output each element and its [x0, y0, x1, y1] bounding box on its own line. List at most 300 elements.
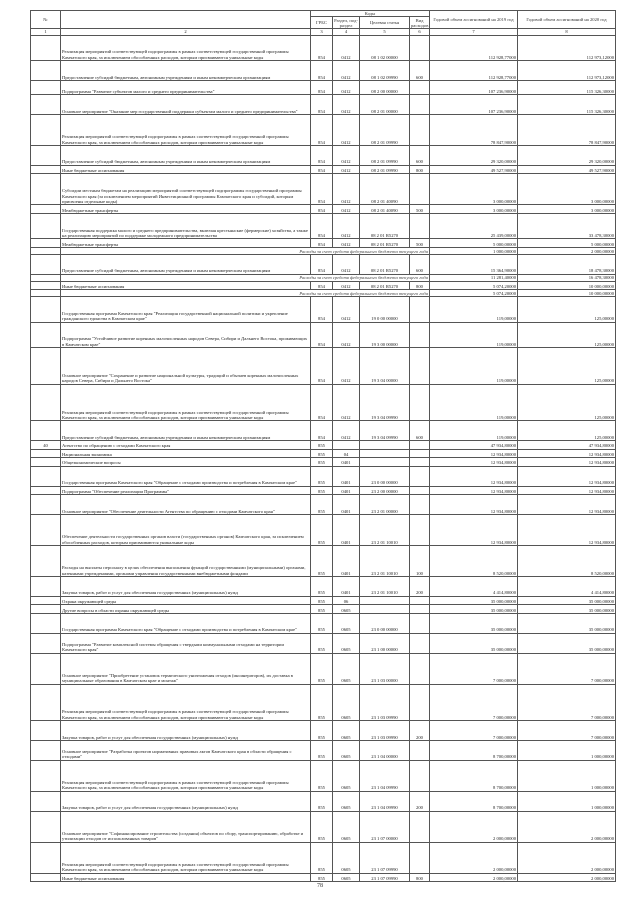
note-text: Расходы за счет средств федерального бюджета текущего года: [61, 274, 430, 281]
grbs-code: 854: [311, 213, 333, 238]
row-name: Реализация мероприятий соответствующей подпрограммы в рамках соответствующей государственной программы Камчатского края, за исключением обособленных расходов, которым присваиваются уникальные коды: [61, 114, 311, 145]
vid-code: 800: [410, 873, 430, 882]
grbs-code: 854: [311, 384, 333, 421]
grbs-code: 855: [311, 596, 333, 605]
vid-code: [410, 633, 430, 653]
header-index-cell: 5: [360, 29, 410, 35]
table-row: [31, 721, 616, 741]
grbs-code: 855: [311, 495, 333, 515]
vid-code: [410, 466, 430, 486]
amount-2020: 115 326,30000: [518, 81, 616, 95]
target-code: 08 2 01 R5270: [360, 254, 410, 274]
target-code: 19 3 04 00000: [360, 348, 410, 385]
amount-2019: 119,00000: [430, 384, 518, 421]
amount-2019: 8 700,00000: [430, 741, 518, 761]
row-number: [31, 322, 61, 347]
amount-2020: 3 000,00000: [518, 205, 616, 214]
table-row: [31, 322, 616, 347]
grbs-code: 854: [311, 95, 333, 115]
row-number: [31, 760, 61, 791]
header-index-cell: 1: [31, 29, 61, 35]
row-name: Реализация мероприятий соответствующей подпрограммы в рамках соответствующей государственной программы Камчатского края, за исключением обособленных расходов, которым присваиваются уникальные коды: [61, 35, 311, 60]
row-name: Государственная программа Камчатского края "Обращение с отходами производства и потребления в Камчатском крае": [61, 466, 311, 486]
amount-2019: 25 439,00000: [430, 213, 518, 238]
vid-code: [410, 348, 430, 385]
grbs-code: 855: [311, 486, 333, 495]
vid-code: 500: [410, 239, 430, 248]
grbs-code: 854: [311, 165, 333, 174]
target-code: 23 2 01 10010: [360, 515, 410, 546]
amount-2020: 35 000,00000: [518, 633, 616, 653]
razdel-code: 0605: [333, 605, 360, 614]
amount-2020: 18 478,30000: [518, 254, 616, 274]
grbs-code: 855: [311, 449, 333, 458]
row-number: [31, 348, 61, 385]
grbs-code: 855: [311, 605, 333, 614]
table-row: [31, 297, 616, 322]
amount-2020: 12 934,80000: [518, 515, 616, 546]
amount-2019: 7 000,00000: [430, 684, 518, 721]
header-target: Целевая статья: [360, 17, 410, 29]
target-code: [360, 449, 410, 458]
amount-2019: 12 934,80000: [430, 486, 518, 495]
amount-2019: 35 000,00000: [430, 605, 518, 614]
row-name: Государственная программа Камчатского края "Реализация государственной национальной политики и укрепление гражданского единства в Камчатском крае": [61, 297, 311, 322]
vid-code: [410, 95, 430, 115]
table-row: [31, 348, 616, 385]
amount-2019: 5 074,20000: [430, 281, 518, 290]
row-number: [31, 466, 61, 486]
row-name: Агентство по обращению с отходами Камчатского края: [61, 441, 311, 450]
target-code: 19 3 00 00000: [360, 322, 410, 347]
razdel-code: 0412: [333, 281, 360, 290]
amount-2019: 119,00000: [430, 421, 518, 441]
amount-2019: 119,00000: [430, 322, 518, 347]
vid-code: [410, 114, 430, 145]
target-code: 23 2 01 00000: [360, 495, 410, 515]
amount-2020: 2 000,00000: [518, 811, 616, 842]
razdel-code: 0412: [333, 384, 360, 421]
grbs-code: 854: [311, 281, 333, 290]
amount-2019: 119,00000: [430, 297, 518, 322]
vid-code: [410, 458, 430, 467]
vid-code: [410, 596, 430, 605]
table-row: [31, 873, 616, 882]
amount-2020: 125,00000: [518, 421, 616, 441]
table-row: [31, 486, 616, 495]
row-name: Реализация мероприятий соответствующей подпрограммы в рамках соответствующей государственной программы Камчатского края, за исключением обособленных расходов, которым присваиваются уникальные коды: [61, 684, 311, 721]
grbs-code: 855: [311, 441, 333, 450]
table-row: [31, 145, 616, 165]
budget-table: [30, 10, 616, 882]
row-name: Общеэкономические вопросы: [61, 458, 311, 467]
vid-code: [410, 653, 430, 684]
target-code: 23 1 04 09990: [360, 760, 410, 791]
amount-2019: 5 000,00000: [430, 239, 518, 248]
table-row: [31, 741, 616, 761]
amount-2019: 112 928,77000: [430, 61, 518, 81]
target-code: 19 3 04 09990: [360, 384, 410, 421]
row-number: [31, 145, 61, 165]
razdel-code: 0401: [333, 466, 360, 486]
vid-code: [410, 213, 430, 238]
vid-code: [410, 741, 430, 761]
vid-code: [410, 322, 430, 347]
federal-note-row: [31, 247, 616, 254]
target-code: 23 1 00 00000: [360, 633, 410, 653]
amount-2020: 7 000,00000: [518, 653, 616, 684]
amount-2020: 1 000,00000: [518, 741, 616, 761]
row-name: Иные бюджетные ассигнования: [61, 165, 311, 174]
amount-2019: 78 847,90000: [430, 114, 518, 145]
razdel-code: 0412: [333, 165, 360, 174]
target-code: 08 2 01 09990: [360, 145, 410, 165]
vid-code: 600: [410, 254, 430, 274]
amount-2019: 2 000,00000: [430, 811, 518, 842]
grbs-code: 854: [311, 297, 333, 322]
grbs-code: 855: [311, 791, 333, 811]
razdel-code: 0605: [333, 684, 360, 721]
row-number: [31, 721, 61, 741]
amount-2019: 7 000,00000: [430, 653, 518, 684]
amount-2019: 8 700,00000: [430, 791, 518, 811]
vid-code: 600: [410, 145, 430, 165]
table-row: [31, 495, 616, 515]
target-code: 23 1 03 09990: [360, 684, 410, 721]
target-code: 23 2 01 10010: [360, 546, 410, 577]
row-number: [31, 165, 61, 174]
razdel-code: 0412: [333, 205, 360, 214]
grbs-code: 855: [311, 811, 333, 842]
target-code: 23 1 03 00000: [360, 653, 410, 684]
target-code: 23 1 04 00000: [360, 741, 410, 761]
row-name: Подпрограмма "Развитие субъектов малого и среднего предпринимательства": [61, 81, 311, 95]
table-row: [31, 653, 616, 684]
row-number: [31, 842, 61, 873]
row-number: [31, 653, 61, 684]
razdel-code: 0412: [333, 95, 360, 115]
razdel-code: 0412: [333, 213, 360, 238]
target-code: 08 2 01 40090: [360, 205, 410, 214]
empty-cell: [31, 247, 61, 254]
amount-2020: 2 000,00000: [518, 873, 616, 882]
amount-2019: 1 000,00000: [430, 247, 518, 254]
row-number: [31, 791, 61, 811]
amount-2020: 47 934,80000: [518, 441, 616, 450]
row-name: Государственная программа Камчатского края "Обращение с отходами производства и потребления в Камчатском крае": [61, 614, 311, 634]
vid-code: [410, 441, 430, 450]
amount-2020: 112 973,12000: [518, 61, 616, 81]
grbs-code: 854: [311, 35, 333, 60]
vid-code: [410, 35, 430, 60]
vid-code: [410, 297, 430, 322]
row-name: Основное мероприятие "Сохранение и развитие национальной культуры, традиций и обычаев коренных малочисленных народов Севера, Сибири и Дальнего Востока": [61, 348, 311, 385]
header-index-cell: 3: [311, 29, 333, 35]
row-name: Субсидии местным бюджетам на реализацию мероприятий соответствующей подпрограммы государственной программы Камчатского края (за исключением мероприятий Инвестиционной программы Камчатского края и субсидий, которым присвоены отдельные коды): [61, 174, 311, 205]
amount-2020: 115 326,30000: [518, 95, 616, 115]
target-code: 23 1 04 09990: [360, 791, 410, 811]
header-index-cell: 8: [518, 29, 616, 35]
razdel-code: 0605: [333, 741, 360, 761]
row-name: Предоставление субсидий бюджетным, автономным учреждениям и иным некоммерческим организациям: [61, 254, 311, 274]
target-code: 08 2 01 09990: [360, 114, 410, 145]
amount-2020: 12 934,80000: [518, 486, 616, 495]
amount-2019: 2 000,00000: [430, 873, 518, 882]
amount-2019: 12 934,80000: [430, 466, 518, 486]
row-name: Закупка товаров, работ и услуг для обеспечения государственных (муниципальных) нужд: [61, 721, 311, 741]
row-number: [31, 811, 61, 842]
table-row: [31, 61, 616, 81]
amount-2020: 33 478,30000: [518, 213, 616, 238]
amount-2019: 7 000,00000: [430, 721, 518, 741]
amount-2019: 12 934,80000: [430, 449, 518, 458]
amount-2019: 4 414,80000: [430, 577, 518, 597]
amount-2020: 16 478,30000: [518, 274, 616, 281]
row-number: [31, 449, 61, 458]
federal-note-row: [31, 290, 616, 297]
row-name: Межбюджетные трансферты: [61, 239, 311, 248]
vid-code: [410, 449, 430, 458]
table-row: [31, 546, 616, 577]
target-code: 08 2 00 00000: [360, 81, 410, 95]
target-code: 23 1 07 00000: [360, 811, 410, 842]
row-number: [31, 254, 61, 274]
row-name: Иные бюджетные ассигнования: [61, 873, 311, 882]
amount-2020: 29 320,00000: [518, 145, 616, 165]
grbs-code: 854: [311, 145, 333, 165]
table-row: [31, 811, 616, 842]
row-number: [31, 297, 61, 322]
table-row: [31, 384, 616, 421]
grbs-code: 855: [311, 614, 333, 634]
target-code: [360, 441, 410, 450]
vid-code: [410, 81, 430, 95]
table-row: [31, 35, 616, 60]
vid-code: [410, 614, 430, 634]
row-number: [31, 596, 61, 605]
vid-code: 200: [410, 791, 430, 811]
row-name: Иные бюджетные ассигнования: [61, 281, 311, 290]
target-code: 23 1 07 09990: [360, 873, 410, 882]
row-number: [31, 684, 61, 721]
amount-2020: 125,00000: [518, 348, 616, 385]
amount-2020: 35 000,00000: [518, 596, 616, 605]
amount-2019: 49 527,90000: [430, 165, 518, 174]
table-row: [31, 577, 616, 597]
amount-2020: 12 934,80000: [518, 466, 616, 486]
target-code: 08 2 01 R5270: [360, 281, 410, 290]
razdel-code: 0605: [333, 811, 360, 842]
razdel-code: 0412: [333, 174, 360, 205]
vid-code: [410, 515, 430, 546]
row-number: [31, 114, 61, 145]
table-row: [31, 842, 616, 873]
table-row: [31, 239, 616, 248]
note-text: Расходы за счет средств федерального бюджета текущего года: [61, 247, 430, 254]
vid-code: 200: [410, 721, 430, 741]
amount-2020: 7 000,00000: [518, 721, 616, 741]
header-index-cell: 2: [61, 29, 311, 35]
row-name: Обеспечение деятельности государственных органов власти (государственных органов) Камчатского края, за исключением обособленных расходов, которым присваиваются уникальные коды: [61, 515, 311, 546]
amount-2019: 107 236,90000: [430, 95, 518, 115]
table-row: [31, 684, 616, 721]
target-code: 23 0 00 00000: [360, 466, 410, 486]
target-code: 08 1 02 09990: [360, 61, 410, 81]
amount-2019: 5 074,20000: [430, 290, 518, 297]
razdel-code: 0412: [333, 114, 360, 145]
grbs-code: 855: [311, 458, 333, 467]
grbs-code: 854: [311, 114, 333, 145]
amount-2019: 29 320,00000: [430, 145, 518, 165]
grbs-code: 854: [311, 254, 333, 274]
budget-document: [30, 10, 615, 882]
razdel-code: 0401: [333, 515, 360, 546]
row-name: Другие вопросы в области охраны окружающей среды: [61, 605, 311, 614]
row-number: [31, 873, 61, 882]
grbs-code: 855: [311, 577, 333, 597]
grbs-code: 854: [311, 421, 333, 441]
vid-code: [410, 842, 430, 873]
table-row: [31, 605, 616, 614]
amount-2019: 107 236,90000: [430, 81, 518, 95]
row-number: [31, 495, 61, 515]
vid-code: [410, 760, 430, 791]
amount-2020: 10 000,00000: [518, 281, 616, 290]
table-row: [31, 466, 616, 486]
vid-code: [410, 811, 430, 842]
amount-2019: 3 000,00000: [430, 174, 518, 205]
row-number: [31, 546, 61, 577]
table-row: [31, 95, 616, 115]
razdel-code: 0412: [333, 61, 360, 81]
table-row: [31, 213, 616, 238]
grbs-code: 854: [311, 239, 333, 248]
table-row: [31, 791, 616, 811]
table-body: [31, 35, 616, 881]
amount-2020: 35 000,00000: [518, 605, 616, 614]
target-code: [360, 605, 410, 614]
target-code: 23 2 01 10010: [360, 577, 410, 597]
razdel-code: 0605: [333, 653, 360, 684]
amount-2020: 5 000,00000: [518, 239, 616, 248]
grbs-code: 854: [311, 61, 333, 81]
target-code: 08 2 01 R5270: [360, 213, 410, 238]
vid-code: 800: [410, 165, 430, 174]
row-name: Государственная поддержка малого и среднего предпринимательства, включая крестьянские (фермерские) хозяйства, а также на реализацию мероприятий по поддержке молодежного предпринимательства: [61, 213, 311, 238]
razdel-code: 0401: [333, 577, 360, 597]
target-code: 08 1 02 00000: [360, 35, 410, 60]
note-text: Расходы за счет средств федерального бюджета текущего года: [61, 290, 430, 297]
grbs-code: 855: [311, 873, 333, 882]
empty-cell: [31, 290, 61, 297]
header-index-cell: 6: [410, 29, 430, 35]
row-number: [31, 174, 61, 205]
razdel-code: 06: [333, 596, 360, 605]
row-number: [31, 605, 61, 614]
amount-2020: 12 934,80000: [518, 495, 616, 515]
vid-code: 200: [410, 577, 430, 597]
vid-code: [410, 495, 430, 515]
row-name: Основное мероприятие "Софинансирование строительства (создания) объектов по сбору, транспортированию, обработке и утилизации отходов от использованных товаров": [61, 811, 311, 842]
row-number: [31, 281, 61, 290]
grbs-code: 855: [311, 546, 333, 577]
row-number: [31, 614, 61, 634]
razdel-code: 0412: [333, 81, 360, 95]
amount-2019: 119,00000: [430, 348, 518, 385]
grbs-code: 855: [311, 721, 333, 741]
target-code: 08 2 01 R5270: [360, 239, 410, 248]
amount-2019: 112 928,77000: [430, 35, 518, 60]
razdel-code: 0605: [333, 842, 360, 873]
row-number: [31, 633, 61, 653]
vid-code: 100: [410, 546, 430, 577]
grbs-code: 855: [311, 653, 333, 684]
vid-code: [410, 486, 430, 495]
row-name: Реализация мероприятий соответствующей подпрограммы в рамках соответствующей государственной программы Камчатского края, за исключением обособленных расходов, которым присваиваются уникальные коды: [61, 760, 311, 791]
row-number: [31, 458, 61, 467]
federal-note-row: [31, 274, 616, 281]
razdel-code: [333, 441, 360, 450]
row-number: [31, 421, 61, 441]
amount-2019: 12 934,80000: [430, 458, 518, 467]
empty-cell: [31, 274, 61, 281]
amount-2019: 35 000,00000: [430, 633, 518, 653]
amount-2020: 35 000,00000: [518, 614, 616, 634]
row-name: Реализация мероприятий соответствующей подпрограммы в рамках соответствующей государственной программы Камчатского края, за исключением обособленных расходов, которым присваиваются уникальные коды: [61, 384, 311, 421]
header-index-cell: 4: [333, 29, 360, 35]
amount-2020: 12 934,80000: [518, 458, 616, 467]
row-name: Закупка товаров, работ и услуг для обеспечения государственных (муниципальных) нужд: [61, 791, 311, 811]
header-razdel: Раздел, под-раздел: [334, 17, 358, 28]
vid-code: 600: [410, 421, 430, 441]
row-number: [31, 205, 61, 214]
target-code: [360, 596, 410, 605]
header-name: [61, 11, 311, 29]
row-number: [31, 95, 61, 115]
razdel-code: 0401: [333, 458, 360, 467]
amount-2020: 1 000,00000: [518, 760, 616, 791]
grbs-code: 854: [311, 348, 333, 385]
amount-2020: 2 000,00000: [518, 842, 616, 873]
row-number: [31, 384, 61, 421]
grbs-code: 855: [311, 842, 333, 873]
row-number: [31, 35, 61, 60]
vid-code: [410, 174, 430, 205]
grbs-code: 855: [311, 633, 333, 653]
grbs-code: 855: [311, 515, 333, 546]
amount-2019: 11 281,40000: [430, 274, 518, 281]
header-index-cell: 7: [430, 29, 518, 35]
amount-2020: 49 527,90000: [518, 165, 616, 174]
amount-2020: 78 847,90000: [518, 114, 616, 145]
razdel-code: 0412: [333, 322, 360, 347]
target-code: 19 0 00 00000: [360, 297, 410, 322]
target-code: 23 0 00 00000: [360, 614, 410, 634]
razdel-code: 0412: [333, 297, 360, 322]
target-code: 23 2 00 00000: [360, 486, 410, 495]
grbs-code: 854: [311, 174, 333, 205]
grbs-code: 854: [311, 205, 333, 214]
header-2019: Годовой объем ассигнований на 2019 год: [430, 11, 518, 29]
row-name: Межбюджетные трансферты: [61, 205, 311, 214]
razdel-code: 04: [333, 449, 360, 458]
razdel-code: 0605: [333, 721, 360, 741]
grbs-code: 855: [311, 741, 333, 761]
amount-2020: 4 414,80000: [518, 577, 616, 597]
row-number: 40: [31, 441, 61, 450]
vid-code: 800: [410, 281, 430, 290]
row-number: [31, 486, 61, 495]
